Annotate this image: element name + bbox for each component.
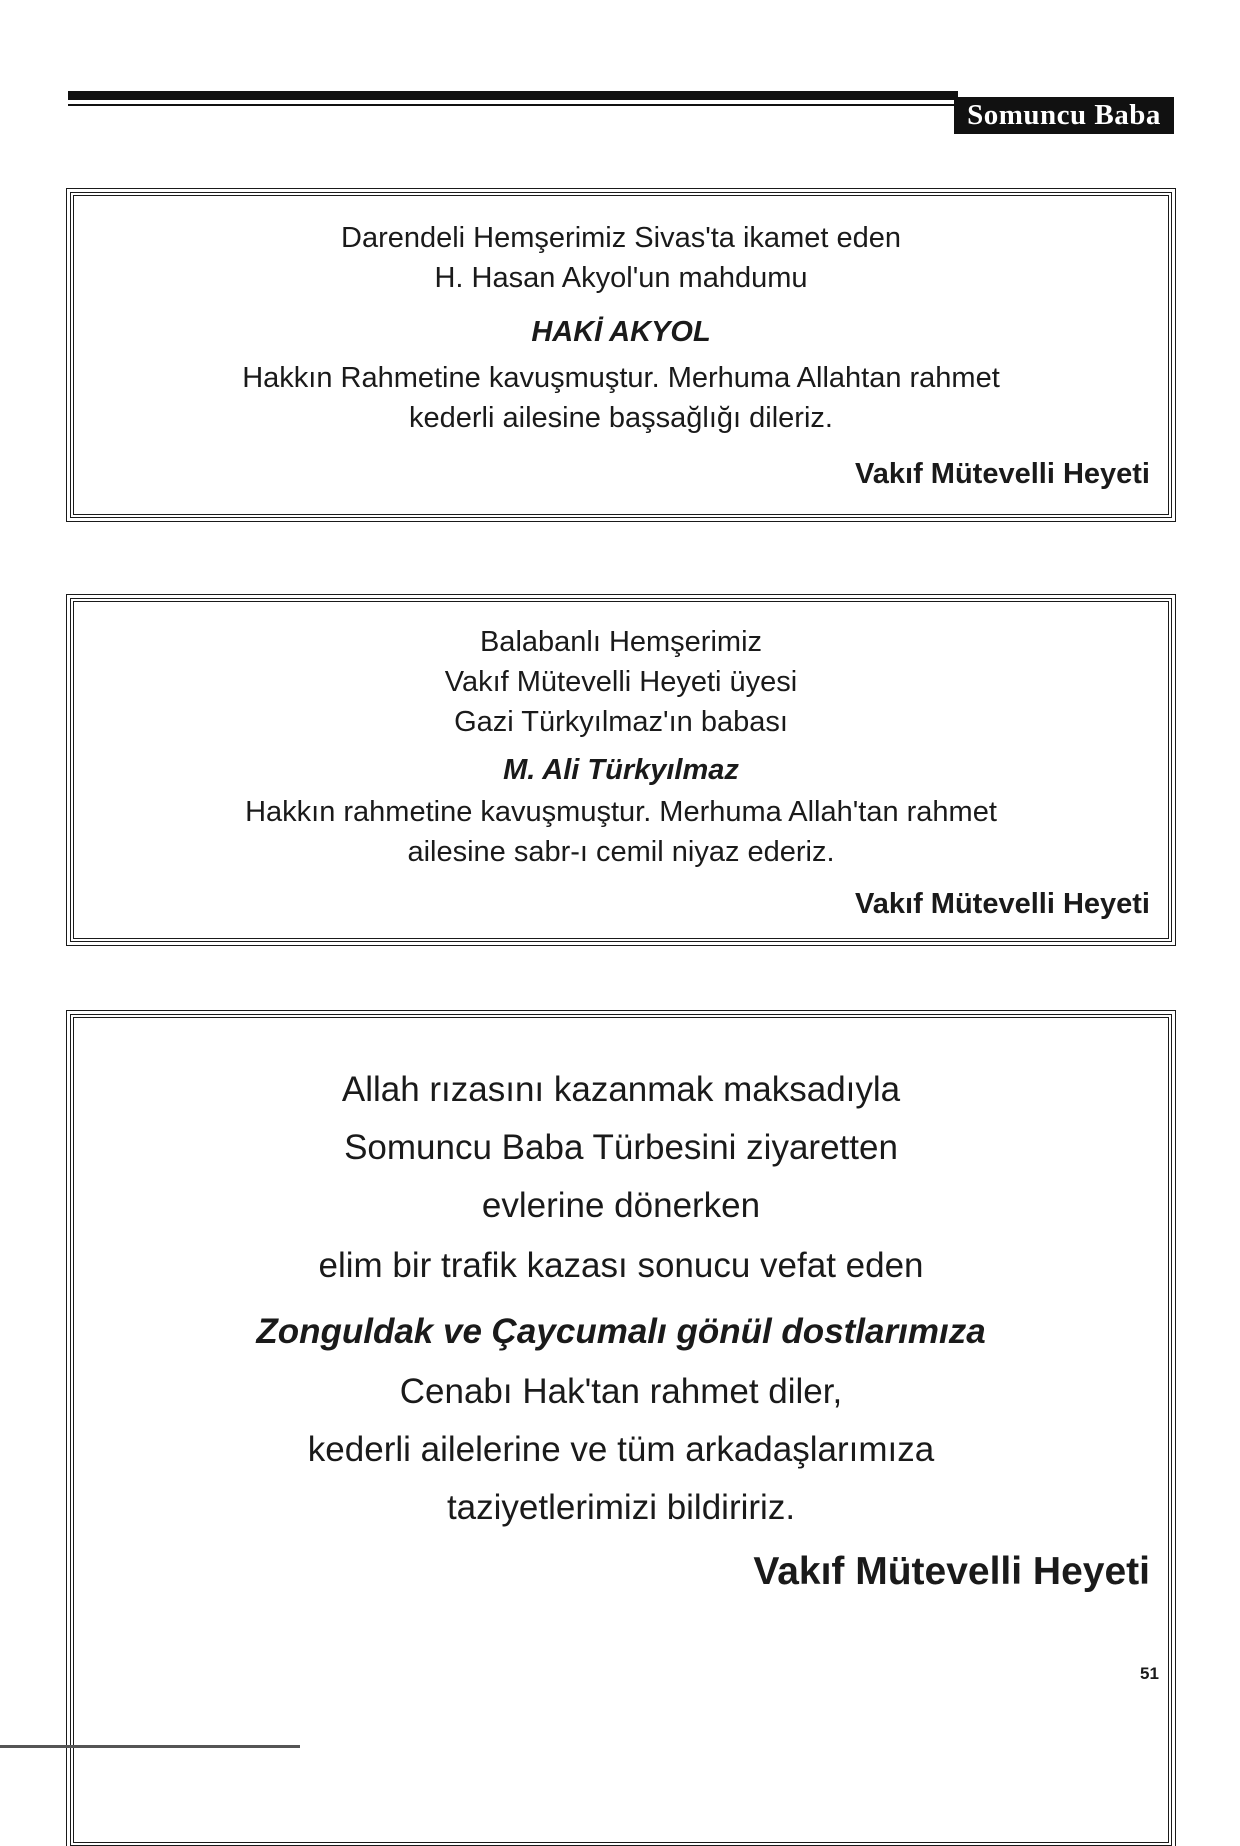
notice-line: Allah rızasını kazanmak maksadıyla (341, 1070, 901, 1109)
notice-line: Balabanlı Hemşerimiz (479, 626, 763, 658)
obituary-notice-m-ali-turkyilmaz (70, 598, 1172, 942)
notice-message-line: kederli ailesine başsağlığı dileriz. (409, 402, 833, 434)
signature: Vakıf Mütevelli Heyeti (753, 1550, 1150, 1593)
signature: Vakıf Mütevelli Heyeti (855, 458, 1150, 490)
notice-line: evlerine dönerken (481, 1186, 761, 1225)
notice-line: Somuncu Baba Türbesini ziyaretten (344, 1128, 898, 1167)
signature: Vakıf Mütevelli Heyeti (855, 888, 1150, 920)
notice-message-line: taziyetlerimizi bildiririz. (446, 1488, 796, 1527)
notice-message-line: Cenabı Hak'tan rahmet diler, (399, 1372, 843, 1411)
footer-rule (0, 1745, 300, 1748)
notice-message-line: Hakkın Rahmetine kavuşmuştur. Merhuma Allahtan rahmet (242, 362, 1000, 394)
obituary-notice-haki-akyol (70, 192, 1172, 518)
notice-message-line: Hakkın rahmetine kavuşmuştur. Merhuma Allah'tan rahmet (245, 796, 997, 828)
notice-message-line: ailesine sabr-ı cemil niyaz ederiz. (407, 836, 835, 868)
notice-line: H. Hasan Akyol'un mahdumu (434, 262, 808, 294)
notice-line: Darendeli Hemşerimiz Sivas'ta ikamet eden (341, 222, 901, 254)
notice-message-line: kederli ailelerine ve tüm arkadaşlarımıza (307, 1430, 935, 1469)
header-rule (68, 91, 958, 100)
header-rule-thin (68, 104, 958, 106)
condolence-notice-zonguldak (70, 1014, 1172, 1846)
page-number: 51 (1140, 1664, 1159, 1683)
notice-line: elim bir trafik kazası sonucu vefat eden (318, 1246, 924, 1285)
notice-line: Gazi Türkyılmaz'ın babası (454, 706, 788, 738)
deceased-name: M. Ali Türkyılmaz (503, 754, 739, 786)
deceased-name: HAKİ AKYOL (531, 316, 711, 348)
magazine-title-tag: Somuncu Baba (954, 97, 1174, 134)
addressee-line: Zonguldak ve Çaycumalı gönül dostlarımıza (256, 1312, 986, 1351)
notice-line: Vakıf Mütevelli Heyeti üyesi (444, 666, 798, 698)
